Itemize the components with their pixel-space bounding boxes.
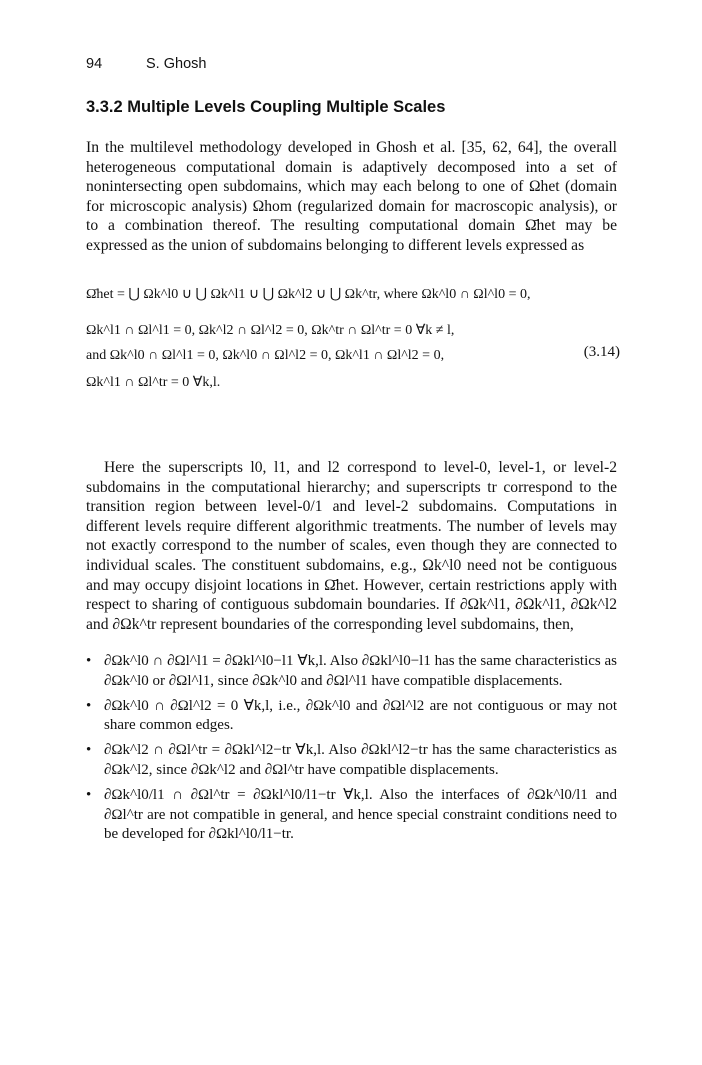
equation-line-1: Ω̄het = ⋃ Ωk^l0 ∪ ⋃ Ωk^l1 ∪ ⋃ Ωk^l2 ∪ ⋃ Ωk^tr, where Ωk^l0 ∩ Ωl^l0 = 0, — [86, 287, 531, 302]
paragraph-levels — [86, 458, 617, 634]
bullet-icon: • — [86, 786, 92, 803]
paragraph-intro — [86, 138, 617, 256]
running-author: S. Ghosh — [146, 56, 207, 72]
bullet-text: ∂Ωk^l2 ∩ ∂Ωl^tr = ∂Ωkl^l2−tr ∀k,l. Also ∂Ωkl^l2−tr has the same characteristics as ∂Ωk^l2, since ∂Ωk^l2 and ∂Ωl^tr have compatible displacements. — [104, 742, 617, 778]
bullet-text: ∂Ωk^l0 ∩ ∂Ωl^l1 = ∂Ωkl^l0−l1 ∀k,l. Also ∂Ωkl^l0−l1 has the same characteristics as ∂Ωk^l0 or ∂Ωl^l1, since ∂Ωk^l0 and ∂Ωl^l1 have compatible displacements. — [104, 653, 617, 689]
list-item — [86, 741, 617, 781]
bullet-icon: • — [86, 653, 92, 669]
running-head — [86, 56, 206, 72]
equation-number: (3.14) — [583, 344, 620, 360]
paragraph-levels-text: Here the superscripts l0, l1, and l2 correspond to level-0, level-1, or level-2 subdomains in the computational hierarchy; and superscripts tr correspond to the transition region between level-0/1 and level-2 subdomains. Computations in different levels require different algorithmic treatments. The number of levels may not exactly correspond to the number of scales, even though they are connected to individual scales. The constituent subdomains, e.g., Ωk^l0 need not be contiguous and may occupy disjoint locations in Ω̄het. However, certain restrictions apply with respect to sharing of contiguous subdomain boundaries. If ∂Ωk^l1, ∂Ωk^l1, ∂Ωk^l2 and ∂Ωk^tr represent boundaries of the corresponding level subdomains, then, — [86, 459, 617, 633]
bullet-text: ∂Ωk^l0/l1 ∩ ∂Ωl^tr = ∂Ωkl^l0/l1−tr ∀k,l. Also the interfaces of ∂Ωk^l0/l1 and ∂Ωl^tr are not compatible in general, and hence special constraint conditions need to be developed for ∂Ωkl^l0/l1−tr. — [104, 786, 617, 843]
equation-line-4: Ωk^l1 ∩ Ωl^tr = 0 ∀k,l. — [86, 375, 221, 390]
list-item — [86, 652, 617, 692]
list-item — [86, 697, 617, 737]
bullet-icon: • — [86, 742, 92, 759]
page-number: 94 — [86, 56, 103, 72]
bullet-text: ∂Ωk^l0 ∩ ∂Ωl^l2 = 0 ∀k,l, i.e., ∂Ωk^l0 and ∂Ωl^l2 are not contiguous or may not share common edges. — [104, 697, 617, 734]
bullet-icon: • — [86, 697, 92, 714]
equation-line-2: Ωk^l1 ∩ Ωl^l1 = 0, Ωk^l2 ∩ Ωl^l2 = 0, Ωk^tr ∩ Ωl^tr = 0 ∀k ≠ l, — [86, 323, 455, 338]
list-item — [86, 786, 617, 845]
section-title: 3.3.2 Multiple Levels Coupling Multiple Scales — [86, 98, 446, 116]
bullet-list — [86, 652, 617, 850]
equation-3-14 — [86, 286, 620, 426]
equation-line-3: and Ωk^l0 ∩ Ωl^l1 = 0, Ωk^l0 ∩ Ωl^l2 = 0, Ωk^l1 ∩ Ωl^l2 = 0, — [86, 348, 445, 363]
paragraph-intro-text: In the multilevel methodology developed in Ghosh et al. [35, 62, 64], the overall heterogeneous computational domain is adaptively decomposed into a set of nonintersecting open subdomains, which may each belong to one of Ωhet (domain for microscopic analysis) Ωhom (regularized domain for macroscopic analysis), or to a combination thereof. The resulting computational domain Ω̄het may be expressed as the union of subdomains belonging to different levels expressed as — [86, 139, 617, 254]
